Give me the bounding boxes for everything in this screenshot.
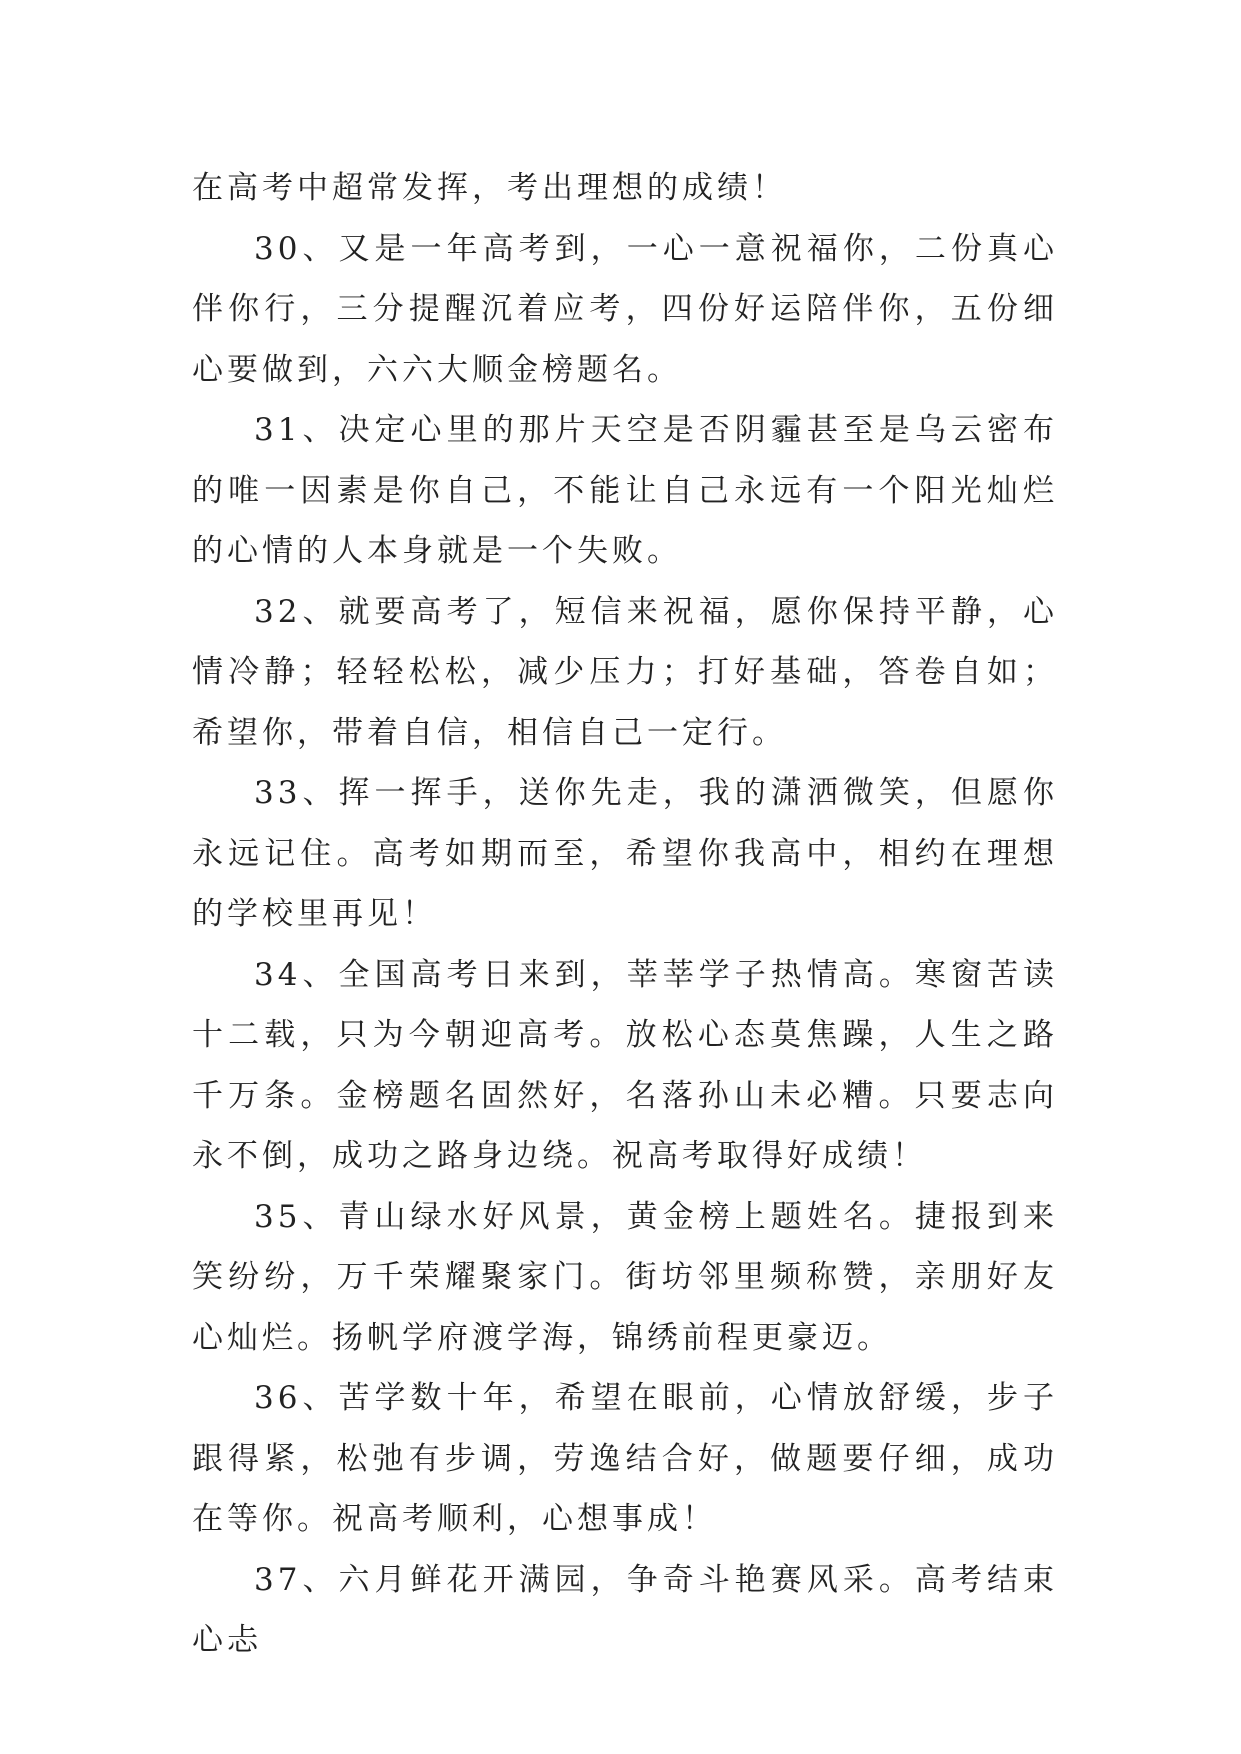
paragraph-36: 36、苦学数十年，希望在眼前，心情放舒缓，步子跟得紧，松弛有步调，劳逸结合好，做题要仔细，成功在等你。祝高考顺利，心想事成！: [192, 1380, 1058, 1537]
paragraph-continuation: 在高考中超常发挥，考出理想的成绩！: [192, 170, 787, 206]
paragraph-33: 33、挥一挥手，送你先走，我的潇洒微笑，但愿你永远记住。高考如期而至，希望你我高中，相约在理想的学校里再见！: [192, 775, 1058, 932]
paragraph-37: 37、六月鲜花开满园，争奇斗艳赛风采。高考结束心忐: [192, 1561, 1058, 1658]
paragraph-34: 34、全国高考日来到，莘莘学子热情高。寒窗苦读十二载，只为今朝迎高考。放松心态莫焦躁，人生之路千万条。金榜题名固然好，名落孙山未必糟。只要志向永不倒，成功之路身边绕。祝高考取得好成绩！: [192, 956, 1058, 1174]
document-body: [192, 158, 1058, 1671]
paragraph-32: 32、就要高考了，短信来祝福，愿你保持平静，心情冷静；轻轻松松，减少压力；打好基础，答卷自如；希望你，带着自信，相信自己一定行。: [192, 593, 1058, 751]
paragraph-31: 31、决定心里的那片天空是否阴霾甚至是乌云密布的唯一因素是你自己，不能让自己永远有一个阳光灿烂的心情的人本身就是一个失败。: [192, 412, 1058, 569]
paragraph-35: 35、青山绿水好风景，黄金榜上题姓名。捷报到来笑纷纷，万千荣耀聚家门。街坊邻里频称赞，亲朋好友心灿烂。扬帆学府渡学海，锦绣前程更豪迈。: [192, 1198, 1058, 1356]
paragraph-30: 30、又是一年高考到，一心一意祝福你，二份真心伴你行，三分提醒沉着应考，四份好运陪伴你，五份细心要做到，六六大顺金榜题名。: [192, 230, 1058, 388]
